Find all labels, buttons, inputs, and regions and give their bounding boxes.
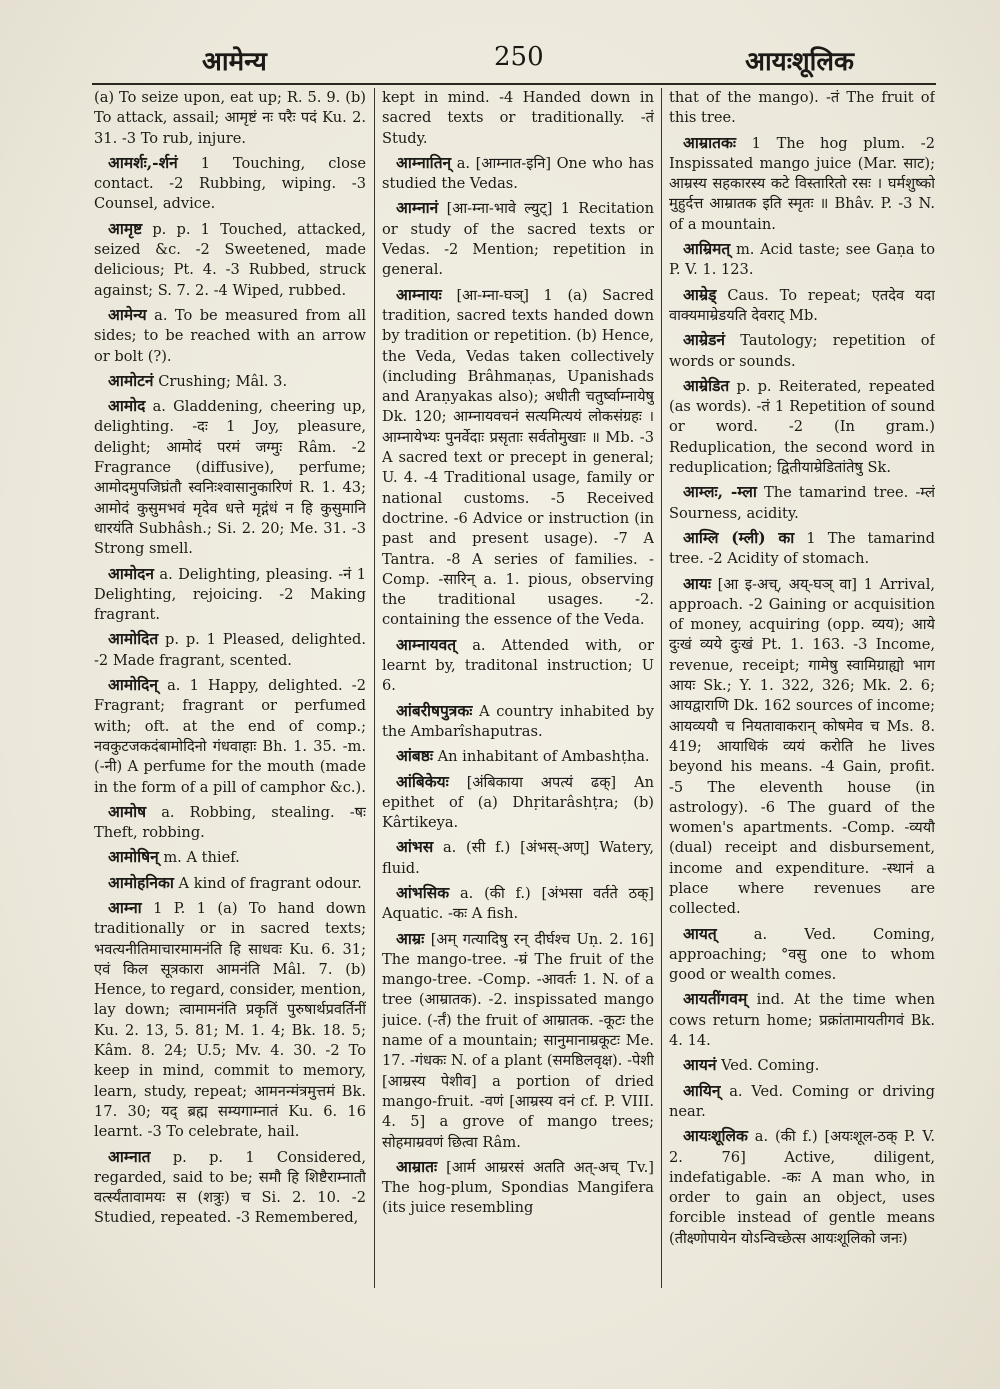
entry-text: a. Robbing, stealing. -षः Theft, robbing. [94,803,366,842]
dictionary-entry [382,635,654,697]
entry-headword: आम्नातिन् [396,152,452,172]
entry-text: p. p. 1 Touched, attacked, seized &c. -2 Sweetened, made delicious; Pt. 4. -3 Rubbed, struck against; S. 7. 2. -4 Wiped, rubbed. [94,220,366,299]
entry-headword: आंबष्ठः [396,746,433,766]
dictionary-entry [382,285,654,631]
dictionary-entry [382,772,654,834]
entry-text: a. To be measured from all sides; to be reached with an arrow or bolt (?). [94,306,366,365]
entry-headword: आयः [683,573,711,593]
column-1 [94,88,366,1293]
entry-headword: आम्रिमत् [683,239,731,259]
entry-text: Tautology; repetition of words or sounds. [669,332,935,370]
dictionary-entry [669,1055,935,1076]
entry-headword: आमोहनिका [108,872,174,892]
dictionary-entry [382,88,654,149]
entry-text: m. Acid taste; see Gaṇa to P. V. 1. 123. [669,241,935,279]
dictionary-entry [669,239,935,281]
entry-text: m. A thief. [163,849,240,867]
entry-text: 1 Touching, close contact. -2 Rubbing, wiping. -3 Counsel, advice. [94,154,366,213]
column-3 [669,88,935,1293]
entry-text: Ved. Coming. [721,1057,820,1075]
entry-headword: आमोषिन् [108,847,159,867]
dictionary-entry [669,482,935,524]
page-header [92,38,934,80]
entry-headword: आमोद [108,396,146,416]
entry-text: The tamarind tree. -म्लं Sourness, acidity. [669,484,935,522]
entry-text: a. Ved. Coming or driving near. [669,1082,935,1120]
entry-headword: आमेन्य [108,304,147,324]
entry-text: a. Gladdening, cheering up, delighting. -दः 1 Joy, pleasure, delight; आमोदं परमं जग्मुः Râm. -2 Fragrance (diffusive), perfume; आमोदमुपजिघ्रंतौ स्वनिःश्वासानुकारिणं R. 1. 43; आमोदं कुसुमभवं मृदेव धत्ते मृद्गंधं न हि कुसुमानि धारयंति Subhâsh.; Si. 2. 20; Me. 31. -3 Strong smell. [94,398,366,558]
entry-text: [आ इ-अच्, अय्-घञ् वा] 1 Arrival, approach. -2 Gaining or acquisition of money, acquiring (opp. व्यय); आये दुःखं व्यये दुःखं Pt. 1. 163. -3 Income, revenue, receipt; गामेषु स्वामिग्राह्यो भाग आयः Sk.; Y. 1. 322, 326; Mk. 2. 6; आयद्वाराणि Dk. 162 sources of income; आयव्ययौ च नियतावाकरान् कोषमेव च Ms. 8. 419; आयाधिकं व्ययं करोति he lives beyond his means. -4 Gain, profit. -5 The eleventh house (in astrology). -6 The guard of the women's apartments. -Comp. -व्ययौ (dual) receipt and disbursement, income and expenditure. -स्थानं a place where revenues are collected. [669,575,935,918]
entry-headword: आम्नात [108,1146,151,1166]
dictionary-entry [669,376,935,478]
dictionary-entry [94,898,366,1143]
dictionary-entry [669,133,935,235]
dictionary-entry [94,847,366,868]
entry-text: An inhabitant of Ambashṭha. [437,748,650,766]
entry-text: [अंबिकाया अपत्यं ढक्] An epithet of (a) Dhṛitarâshṭra; (b) Kârtikeya. [382,773,654,832]
dictionary-entry [669,330,935,372]
entry-headword: आम्रेडित [683,375,730,395]
entry-text: a. (की f.) [अंभसा वर्तते ठक्] Aquatic. -कः A fish. [382,884,654,923]
entry-headword: आम्रातकः [683,132,736,152]
entry-headword: आयतींगवम् [683,989,748,1009]
entry-headword: आमोदिन् [108,675,158,695]
dictionary-entry [669,1081,935,1123]
entry-text: a. Ved. Coming, approaching; °वसु one to whom good or wealth comes. [669,925,935,984]
dictionary-entry [669,924,935,986]
dictionary-entry [94,802,366,844]
entry-headword: आम्रेडनं [683,330,726,350]
entry-headword: आयत् [683,923,717,943]
entry-headword: आम्नायः [396,284,442,304]
entry-headword: आम्रः [396,928,425,948]
dictionary-entry [669,989,935,1051]
entry-text: a. Attended with, or learnt by, traditonal instruction; U 6. [382,636,654,695]
entry-text: 1 The tamarind tree. -2 Acidity of stomach. [669,529,935,568]
entry-headword: आमोष [108,801,147,821]
entry-text: kept in mind. -4 Handed down in sacred texts or traditionally. -तं Study. [382,89,654,147]
entry-text: 1 The hog plum. -2 Inspissated mango juice (Mar. साट); आम्रस्य सहकारस्य कटे विस्तारितो रसः । घर्मशुष्को मुहुर्दत्त आम्रातक इति स्मृतः ॥ Bhâv. P. -3 N. of a mountain. [669,134,935,233]
entry-headword: आमर्शः,-र्शनं [108,152,178,172]
dictionary-entry [94,88,366,149]
entry-headword: आंभस [396,837,434,857]
dictionary-entry [669,574,935,920]
entry-headword: आमोदन [108,563,154,583]
entry-text: a. Delighting, pleasing. -नं 1 Delighting, rejoicing. -2 Making fragrant. [94,565,366,624]
page-number: 250 [494,42,544,72]
dictionary-entry [382,1157,654,1219]
entry-text: (a) To seize upon, eat up; R. 5. 9. (b) To attack, assail; आमृष्टं नः परैः पदं Ku. 2. 31. -3 To rub, injure. [94,89,366,147]
dictionary-entry [382,198,654,280]
entry-headword: आयःशूलिक [683,1126,748,1146]
entry-text: p. p. Reiterated, repeated (as words). -तं 1 Repetition of sound or word. -2 (In gram.) Reduplication, the second word in reduplication; द्वितीयाम्रेडितांतेषु Sk. [669,377,935,477]
entry-text: p. p. 1 Considered, regarded, said to be; समौ हि शिष्टैराम्नातौ वर्त्स्यंतावामयः स (शत्रुः) च Si. 2. 10. -2 Studied, repeated. -3 Remembered, [94,1148,366,1227]
entry-headword: आंबरीषपुत्रकः [396,700,473,720]
dictionary-entry [94,1147,366,1229]
dictionary-entry [382,883,654,925]
entry-headword: आम्नायवत् [396,634,457,654]
dictionary-entry [94,675,366,798]
entry-text: Caus. To repeat; एतदेव यदा वाक्यमाम्रेडयति देवराट् Mb. [669,286,935,324]
entry-text: a. (सी f.) [अंभस्-अण्] Watery, fluid. [382,839,654,877]
entry-text: A kind of fragrant odour. [178,874,362,892]
entry-headword: आम्नानं [396,198,439,218]
header-rule [92,83,936,85]
entry-text: 1 P. 1 (a) To hand down traditionally or in sacred texts; भवत्यनीतिमाचारमामनंति हि साधवः Ku. 6. 31; एवं किल सूत्रकारा आमनंति Mâl. 7. (b) Hence, to regard, consider, mention, lay down; त्वामामनंति प्रकृतिं पुरुषार्थप्रवर्तिनीं Ku. 2. 13, 5. 81; M. 1. 4; Bk. 18. 5; Kâm. 8. 24; U.5; Mv. 4. 30. -2 To keep in mind, commit to memory, learn, study, repeat; आमनन्मंत्रमुत्तमं Bk. 17. 30; यद् ब्रह्म सम्यगाम्नातं Ku. 6. 16 learnt. -3 To celebrate, hail. [94,899,366,1141]
column-divider [374,88,375,1288]
entry-text: A country inhabited by the Ambarîshaputras. [382,702,654,740]
entry-headword: आम्रेड् [683,284,717,304]
dictionary-entry [382,929,654,1153]
entry-headword: आम्लः, -म्ला [683,482,757,502]
dictionary-entry [669,88,935,129]
entry-headword: आंभसिक [396,882,450,902]
entry-text: [आ-म्ना-घञ्] 1 (a) Sacred tradition, sacred texts handed down by tradition or repetition. (b) Hence, the Veda, Vedas taken collectively (including Brâhmaṇas, Upanishads and Araṇyakas also); अधीती चतुर्ष्वाम्नायेषु Dk. 120; आम्नायवचनं सत्यमित्ययं लोकसंग्रहः । आम्नायेभ्यः पुनर्वेदाः प्रसृताः सर्वतोमुखाः ॥ Mb. -3 A sacred text or precept in general; U. 4. -4 Traditional usage, family or national customs. -5 Received doctrine. -6 Advice or instruction (in past and present usage). -7 A Tantra. -8 A series of families. -Comp. -सारिन् a. 1. pious, observing the traditional usages. -2. containing the essence of the Veda. [382,286,654,629]
entry-text: a. 1 Happy, delighted. -2 Fragrant; fragrant or perfumed with; oft. at the end of comp.; नवकुटजकदंबामोदिनो गंधवाहाः Bh. 1. 35. -m. (-नी) A perfume for the mouth (made in the form of a pill of camphor &c.). [94,677,366,796]
entry-headword: आम्रातः [396,1156,438,1176]
entry-text: a. (की f.) [अयःशूल-ठक् P. V. 2. 76] Active, diligent, indefatigable. -कः A man who, in order to gain an object, uses forcible instead of gentle means (तीक्ष्णोपायेन योऽन्विच्छेत्स आयःशूलिको जनः) [669,1128,935,1247]
entry-text: [अम् गत्यादिषु रन् दीर्घश्च Uṇ. 2. 16] The mango-tree. -म्रं The fruit of the mango-tree. -Comp. -आवर्तः 1. N. of a tree (आम्रातक). -2. inspissated mango juice. (-र्तं) the fruit of आम्रातक. -कूटः the name of a mountain; सानुमानाम्रकूटः Me. 17. -गंधकः N. of a plant (समष्ठिलवृक्ष). -पेशी [आम्रस्य पेशीव] a portion of dried mango-fruit. -वणं [आम्रस्य वनं cf. P. VIII. 4. 5] a grove of mango trees; सोहमाम्रवणं छित्वा Râm. [382,930,654,1151]
left-guide-word: आमेन्य [202,47,267,77]
column-2 [382,88,654,1293]
entry-text: ind. At the time when cows return home; प्रक्रांतामायतीगवं Bk. 4. 14. [669,991,935,1050]
column-divider [661,88,662,1288]
entry-text: that of the mango). -तं The fruit of this tree. [669,89,935,127]
entry-headword: आम्ना [108,897,142,917]
entry-text: a. [आम्नात-इनि] One who has studied the Vedas. [382,154,654,193]
entry-headword: आयिन् [683,1080,721,1100]
dictionary-entry [94,564,366,626]
dictionary-entry [94,305,366,367]
dictionary-entry [94,371,366,392]
dictionary-entry [382,746,654,767]
dictionary-entry [669,285,935,327]
entry-headword: आमृष्ट [108,218,143,238]
entry-text: [आ-म्ना-भावे ल्युट्] 1 Recitation or study of the sacred texts or Vedas. -2 Mention; repetition in general. [382,200,654,279]
entry-headword: आमोदित [108,629,159,649]
dictionary-entry [382,701,654,743]
dictionary-entry [94,219,366,301]
entry-text: [आर्म आम्ररसं अतति अत्-अच् Tv.] The hog-plum, Spondias Mangifera (its juice resembling [382,1158,654,1217]
entry-headword: आंबिकेयः [396,771,449,791]
dictionary-entry [382,153,654,195]
entry-text: p. p. 1 Pleased, delighted. -2 Made fragrant, scented. [94,631,366,669]
entry-headword: आयनं [683,1055,717,1075]
entry-headword: आमोटनं [108,370,154,390]
dictionary-entry [94,153,366,215]
dictionary-entry [669,528,935,570]
dictionary-entry [382,837,654,879]
entry-text: Crushing; Mâl. 3. [158,372,288,390]
dictionary-entry [94,396,366,559]
dictionary-entry [94,629,366,671]
entry-headword: आम्लि (म्ली) का [683,527,795,547]
right-guide-word: आयःशूलिक [745,47,854,77]
dictionary-entry [94,873,366,894]
dictionary-entry [669,1126,935,1249]
